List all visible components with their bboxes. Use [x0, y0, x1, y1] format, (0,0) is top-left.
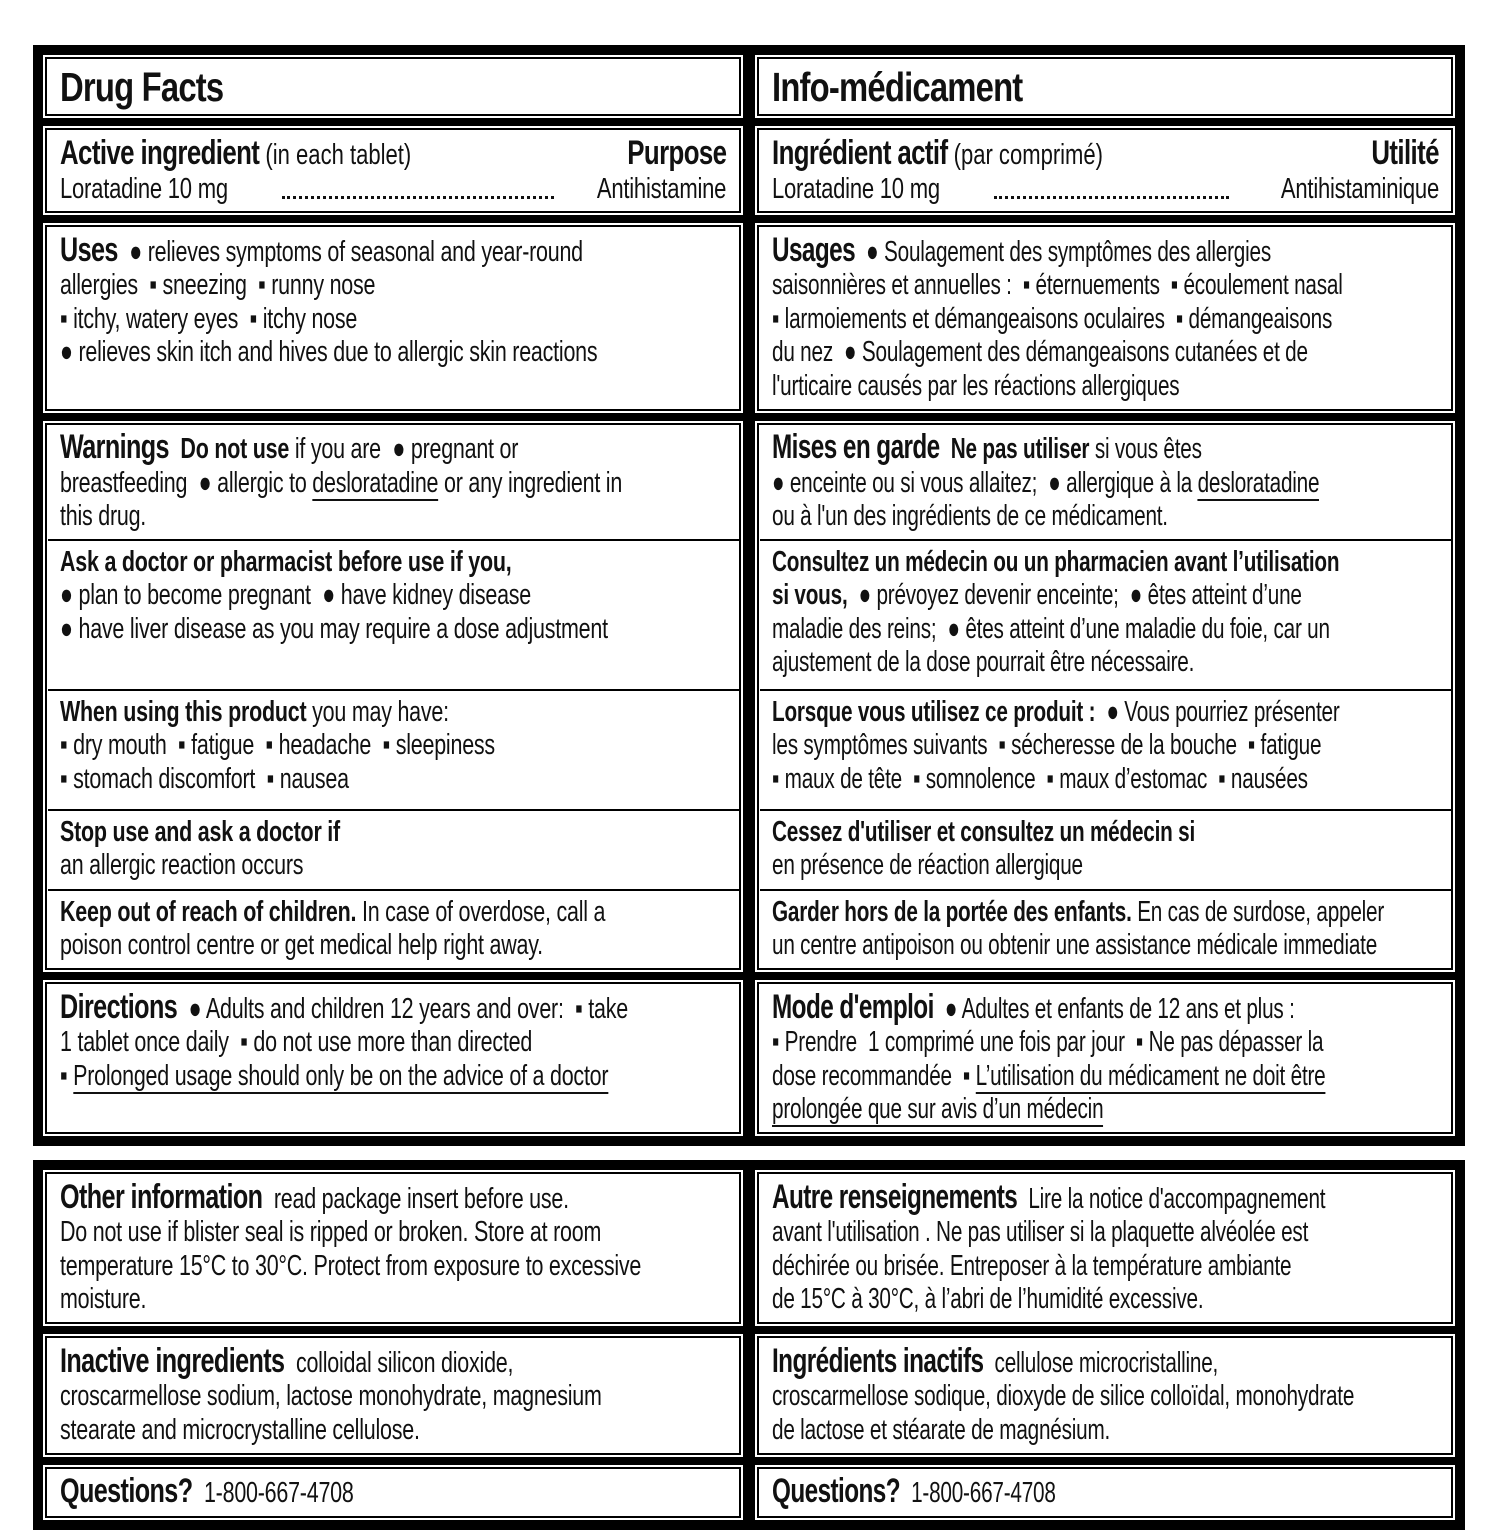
- inactive-ingredients-text-en: [59, 1341, 726, 1448]
- cessez-utiliser-fr: [760, 809, 1451, 889]
- directions-row: [43, 980, 1455, 1136]
- text-line: déchirée ou brisée. Entreposer à la température ambiante: [771, 1249, 1291, 1282]
- text-line: Purpose: [627, 133, 727, 172]
- text-line: Utilité: [1370, 133, 1439, 172]
- page-title-fr: Info-médicament: [771, 63, 1022, 110]
- other-information-text-en: [59, 1177, 726, 1317]
- text-line: Usages ● Soulagement des symptômes des allergies: [771, 230, 1271, 269]
- text-line: Warnings Do not use if you are ● pregnant or: [59, 428, 518, 466]
- text-line: Autre renseignements Lire la notice d'accompagnement: [771, 1177, 1325, 1216]
- text-line: de lactose et stéarate de magnésium.: [771, 1413, 1110, 1446]
- section-other-information-en: [43, 1170, 743, 1326]
- text-line: ▪ stomach discomfort ▪ nausea: [59, 762, 349, 795]
- text-line: ou à l'un des ingrédients de ce médicament.: [771, 500, 1168, 532]
- questions-phone-en: [60, 1474, 726, 1511]
- drug-facts-label: [33, 45, 1465, 1530]
- inactive-ingredients-row: [43, 1334, 1455, 1457]
- text-line: ▪ dry mouth ▪ fatigue ▪ headache ▪ sleepiness: [59, 729, 495, 761]
- active-ingredient-heading-en: [59, 133, 727, 172]
- text-line: ● enceinte ou si vous allaitez; ● allergique à la desloratadine: [771, 466, 1319, 499]
- active-ingredient-label: [771, 133, 1103, 172]
- text-line: en présence de réaction allergique: [771, 849, 1083, 881]
- page-title-en: Drug Facts: [59, 63, 223, 110]
- text-line: croscarmellose sodique, dioxyde de silice colloïdal, monohydrate: [771, 1380, 1354, 1412]
- questions-phone-fr: [772, 1474, 1437, 1511]
- uses-text-en: [59, 230, 726, 370]
- text-line: Cessez d'utiliser et consultez un médecin si: [771, 815, 1195, 848]
- text-line: ● relieves skin itch and hives due to allergic skin reactions: [59, 336, 597, 368]
- text-line: When using this product you may have:: [59, 695, 449, 728]
- questions-row: [43, 1465, 1455, 1521]
- warnings-do-not-use-en: [48, 425, 739, 539]
- text-line: temperature 15°C to 30°C. Protect from exposure to excessive: [59, 1249, 641, 1282]
- section-warnings-en: [43, 421, 743, 973]
- stop-use-text: [60, 816, 726, 883]
- purpose-value: Antihistamine: [597, 172, 727, 205]
- section-usages-fr: [755, 223, 1455, 413]
- text-line: ajustement de la dose pourrait être nécessaire.: [771, 646, 1194, 678]
- text-line: ▪ larmoiements et démangeaisons oculaires ▪ démangeaisons: [771, 302, 1332, 335]
- text-line: Uses ● relieves symptoms of seasonal and year-round: [59, 230, 583, 269]
- text-line: maladie des reins; ● êtes atteint d’une maladie du foie, car un: [771, 612, 1330, 645]
- active-ingredient-row: [43, 126, 1455, 215]
- text-line: Ingrédient actif (par comprimé): [771, 133, 1103, 172]
- text-line: Mises en garde Ne pas utiliser si vous êtes: [771, 428, 1202, 466]
- text-line: l'urticaire causés par les réactions allergiques: [771, 369, 1179, 402]
- secondary-panel: [33, 1160, 1465, 1530]
- text-line: Do not use if blister seal is ripped or broken. Store at room: [59, 1216, 601, 1248]
- when-using-text: [60, 696, 726, 797]
- text-line: Consultez un médecin ou un pharmacien avant l’utilisation: [771, 545, 1339, 578]
- section-mode-emploi-fr: [755, 980, 1455, 1136]
- section-autre-renseignements-fr: [755, 1170, 1455, 1326]
- text-line: Stop use and ask a doctor if: [59, 815, 340, 848]
- garder-hors-portee-fr: [760, 889, 1451, 968]
- text-line: 1 tablet once daily ▪ do not use more than directed: [59, 1026, 532, 1058]
- section-active-ingredient-en: [43, 126, 743, 215]
- text-line: this drug.: [59, 500, 146, 532]
- text-line: dose recommandée ▪ L’utilisation du médicament ne doit être: [771, 1059, 1325, 1092]
- warnings-text: [60, 430, 726, 534]
- purpose-label: [627, 133, 727, 172]
- warnings-row: [43, 421, 1455, 973]
- directions-text-en: [59, 987, 726, 1094]
- text-line: Ask a doctor or pharmacist before use if you,: [59, 545, 512, 578]
- keep-out-text: [772, 896, 1437, 963]
- uses-row: [43, 223, 1455, 413]
- when-using-text: [772, 696, 1437, 797]
- text-line: Other information read package insert before use.: [59, 1177, 569, 1216]
- drug-facts-title-box: [43, 55, 743, 118]
- other-information-row: [43, 1170, 1455, 1326]
- title-row: [43, 55, 1455, 118]
- when-using-en: [48, 689, 739, 809]
- active-ingredient-heading-fr: [771, 133, 1439, 172]
- text-line: ▪ Prendre 1 comprimé une fois par jour ▪ Ne pas dépasser la: [771, 1026, 1323, 1058]
- text-line: du nez ● Soulagement des démangeaisons cutanées et de: [771, 336, 1308, 368]
- text-line: allergies ▪ sneezing ▪ runny nose: [59, 269, 375, 301]
- text-line: croscarmellose sodium, lactose monohydrate, magnesium: [59, 1380, 602, 1412]
- text-line: poison control centre or get medical help right away.: [59, 929, 543, 961]
- keep-out-of-reach-en: [48, 889, 739, 968]
- text-line: Questions? 1-800-667-4708: [59, 1472, 354, 1510]
- section-uses-en: [43, 223, 743, 413]
- text-line: moisture.: [59, 1283, 146, 1315]
- active-ingredient-label: [59, 133, 411, 172]
- text-line: ▪ Prolonged usage should only be on the advice of a doctor: [59, 1059, 608, 1092]
- warnings-text: [772, 430, 1437, 534]
- usages-text-fr: [771, 230, 1437, 404]
- text-line: ● plan to become pregnant ● have kidney disease: [59, 579, 531, 611]
- stop-use-en: [48, 809, 739, 889]
- text-line: Mode d'emploi ● Adultes et enfants de 12 ans et plus :: [771, 987, 1295, 1026]
- text-line: Keep out of reach of children. In case of overdose, call a: [59, 895, 605, 928]
- stop-use-text: [772, 816, 1437, 883]
- keep-out-text: [60, 896, 726, 963]
- section-ingredients-inactifs-fr: [755, 1334, 1455, 1457]
- text-line: Inactive ingredients colloidal silicon dioxide,: [59, 1341, 513, 1380]
- ask-doctor-text: [60, 546, 726, 647]
- ingredient-name: Loratadine 10 mg: [771, 172, 940, 205]
- active-ingredient-value-fr: [772, 172, 1439, 206]
- info-medicament-title-box: [755, 55, 1455, 118]
- main-panel: [33, 45, 1465, 1146]
- ingredients-inactifs-text-fr: [771, 1341, 1437, 1448]
- section-questions-fr: [755, 1465, 1455, 1521]
- dotted-leader: [282, 196, 554, 199]
- text-line: breastfeeding ● allergic to desloratadine or any ingredient in: [59, 466, 622, 499]
- mode-emploi-text-fr: [771, 987, 1437, 1127]
- ask-doctor-en: [48, 539, 739, 689]
- text-line: les symptômes suivants ▪ sécheresse de la bouche ▪ fatigue: [771, 729, 1321, 761]
- text-line: ▪ itchy, watery eyes ▪ itchy nose: [59, 302, 357, 335]
- text-line: Questions? 1-800-667-4708: [771, 1472, 1056, 1510]
- text-line: Ingrédients inactifs cellulose microcristalline,: [771, 1341, 1218, 1380]
- consultez-medecin-fr: [760, 539, 1451, 689]
- text-line: si vous, ● prévoyez devenir enceinte; ● êtes atteint d’une: [771, 579, 1302, 611]
- text-line: de 15°C à 30°C, à l’abri de l’humidité excessive.: [771, 1283, 1203, 1315]
- ingredient-name: Loratadine 10 mg: [59, 172, 228, 205]
- section-inactive-ingredients-en: [43, 1334, 743, 1457]
- text-line: an allergic reaction occurs: [59, 849, 303, 881]
- text-line: Directions ● Adults and children 12 years and over: ▪ take: [59, 987, 628, 1026]
- text-line: ● have liver disease as you may require a dose adjustment: [59, 612, 608, 645]
- section-mises-en-garde-fr: [755, 421, 1455, 973]
- text-line: ▪ maux de tête ▪ somnolence ▪ maux d’estomac ▪ nausées: [771, 762, 1308, 795]
- text-line: Lorsque vous utilisez ce produit : ● Vous pourriez présenter: [771, 695, 1340, 728]
- text-line: Active ingredient (in each tablet): [59, 133, 411, 172]
- purpose-value: Antihistaminique: [1280, 172, 1439, 205]
- panel-gap: [33, 1146, 1465, 1160]
- lorsque-vous-utilisez-fr: [760, 689, 1451, 809]
- dotted-leader: [994, 196, 1228, 199]
- text-line: Garder hors de la portée des enfants. En cas de surdose, appeler: [771, 895, 1384, 928]
- section-active-ingredient-fr: [755, 126, 1455, 215]
- text-line: prolongée que sur avis d’un médecin: [771, 1093, 1103, 1125]
- autre-renseignements-text-fr: [771, 1177, 1437, 1317]
- section-directions-en: [43, 980, 743, 1136]
- purpose-label: [1370, 133, 1439, 172]
- section-questions-en: [43, 1465, 743, 1521]
- mises-en-garde-fr: [760, 425, 1451, 539]
- text-line: stearate and microcrystalline cellulose.: [59, 1413, 420, 1446]
- ask-doctor-text: [772, 546, 1437, 680]
- text-line: saisonnières et annuelles : ▪ éternuements ▪ écoulement nasal: [771, 269, 1343, 301]
- text-line: avant l'utilisation . Ne pas utiliser si la plaquette alvéolée est: [771, 1216, 1308, 1248]
- text-line: un centre antipoison ou obtenir une assistance médicale immediate: [771, 929, 1377, 961]
- active-ingredient-value-en: [60, 172, 727, 206]
